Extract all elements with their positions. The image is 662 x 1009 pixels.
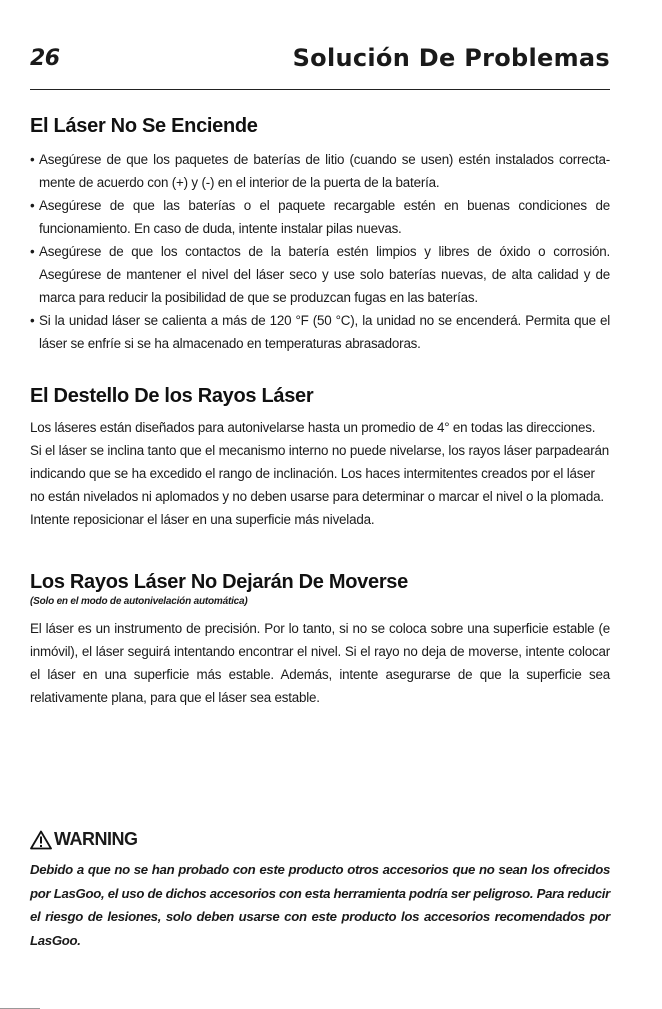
bullet-icon: • — [30, 198, 35, 213]
warning-block — [30, 829, 610, 952]
list-item — [30, 148, 610, 194]
section-body: Los láseres están diseñados para autonivelarse hasta un promedio de 4° en todas las direcciones. Si el láser se inclina tanto que el mecanismo interno no puede nivelarse, los rayos láser parpadearán indicando que se ha excedido el rango de inclinación. Los haces intermitentes creados por el láser no están nivelados ni aplomados y no deben usarse para determinar o marcar el nivel o la plomada. Intente reposicionar el láser en una superficie más nivelada. — [30, 420, 610, 527]
section-body: El láser es un instrumento de precisión. Por lo tanto, si no se coloca sobre una superficie estable (e inmóvil), el láser seguirá intentando encontrar el nivel. Si el rayo no deja de moverse, intente colocar el láser en una superficie más estable. Además, intente asegurarse de que la superficie sea relativamente plana, para que el láser sea estable. — [30, 621, 610, 705]
list-item — [30, 240, 610, 309]
list-item-text: Asegúrese de que las baterías o el paquete recargable estén en buenas condiciones de funcionamiento. En caso de duda, intente instalar pilas nuevas. — [39, 198, 610, 236]
list-item-text: Asegúrese de que los paquetes de baterías de litio (cuando se usen) estén instalados correcta-mente de acuerdo con (+) y (-) en el interior de la puerta de la batería. — [39, 152, 610, 190]
warning-heading — [30, 829, 610, 850]
list-item — [30, 309, 610, 355]
bullet-icon: • — [30, 244, 35, 259]
page-title: Solución De Problemas — [292, 44, 610, 72]
section-heading: Los Rayos Láser No Dejarán De Moverse — [30, 571, 408, 593]
section-heading: El Destello De los Rayos Láser — [30, 385, 314, 407]
warning-triangle-icon — [30, 830, 52, 850]
list-item-text: Asegúrese de que los contactos de la batería estén limpios y libres de óxido o corrosión. Asegúrese de mantener el nivel del láser seco y use solo baterías nuevas, de alta calidad y de marca para reducir la posibilidad de que se produzcan fugas en las baterías. — [39, 244, 610, 305]
page-content — [30, 115, 610, 952]
warning-text: Debido a que no se han probado con este producto otros accesorios que no sean los ofrecidos por LasGoo, el uso de dichos accesorios con esta herramienta podría ser peligroso. Para reducir el riesgo de lesiones, solo deben usarse con este producto los accesorios recomendados por LasGoo. — [30, 862, 610, 948]
list-item — [30, 194, 610, 240]
section-subnote: (Solo en el modo de autonivelación automática) — [30, 596, 248, 607]
section-flashing-beams — [30, 385, 610, 531]
page-number: 26 — [30, 46, 60, 71]
header-divider — [30, 89, 610, 90]
bullet-icon: • — [30, 313, 35, 328]
bullet-icon: • — [30, 152, 35, 167]
section-heading: El Láser No Se Enciende — [30, 115, 258, 137]
warning-label: WARNING — [54, 829, 138, 849]
section-laser-not-on — [30, 115, 610, 355]
bullet-list — [30, 148, 610, 355]
list-item-text: Si la unidad láser se calienta a más de 120 °F (50 °C), la unidad no se encenderá. Permita que el láser se enfríe si se ha almacenado en temperaturas abrasadoras. — [39, 313, 610, 351]
section-beams-moving — [30, 571, 610, 709]
